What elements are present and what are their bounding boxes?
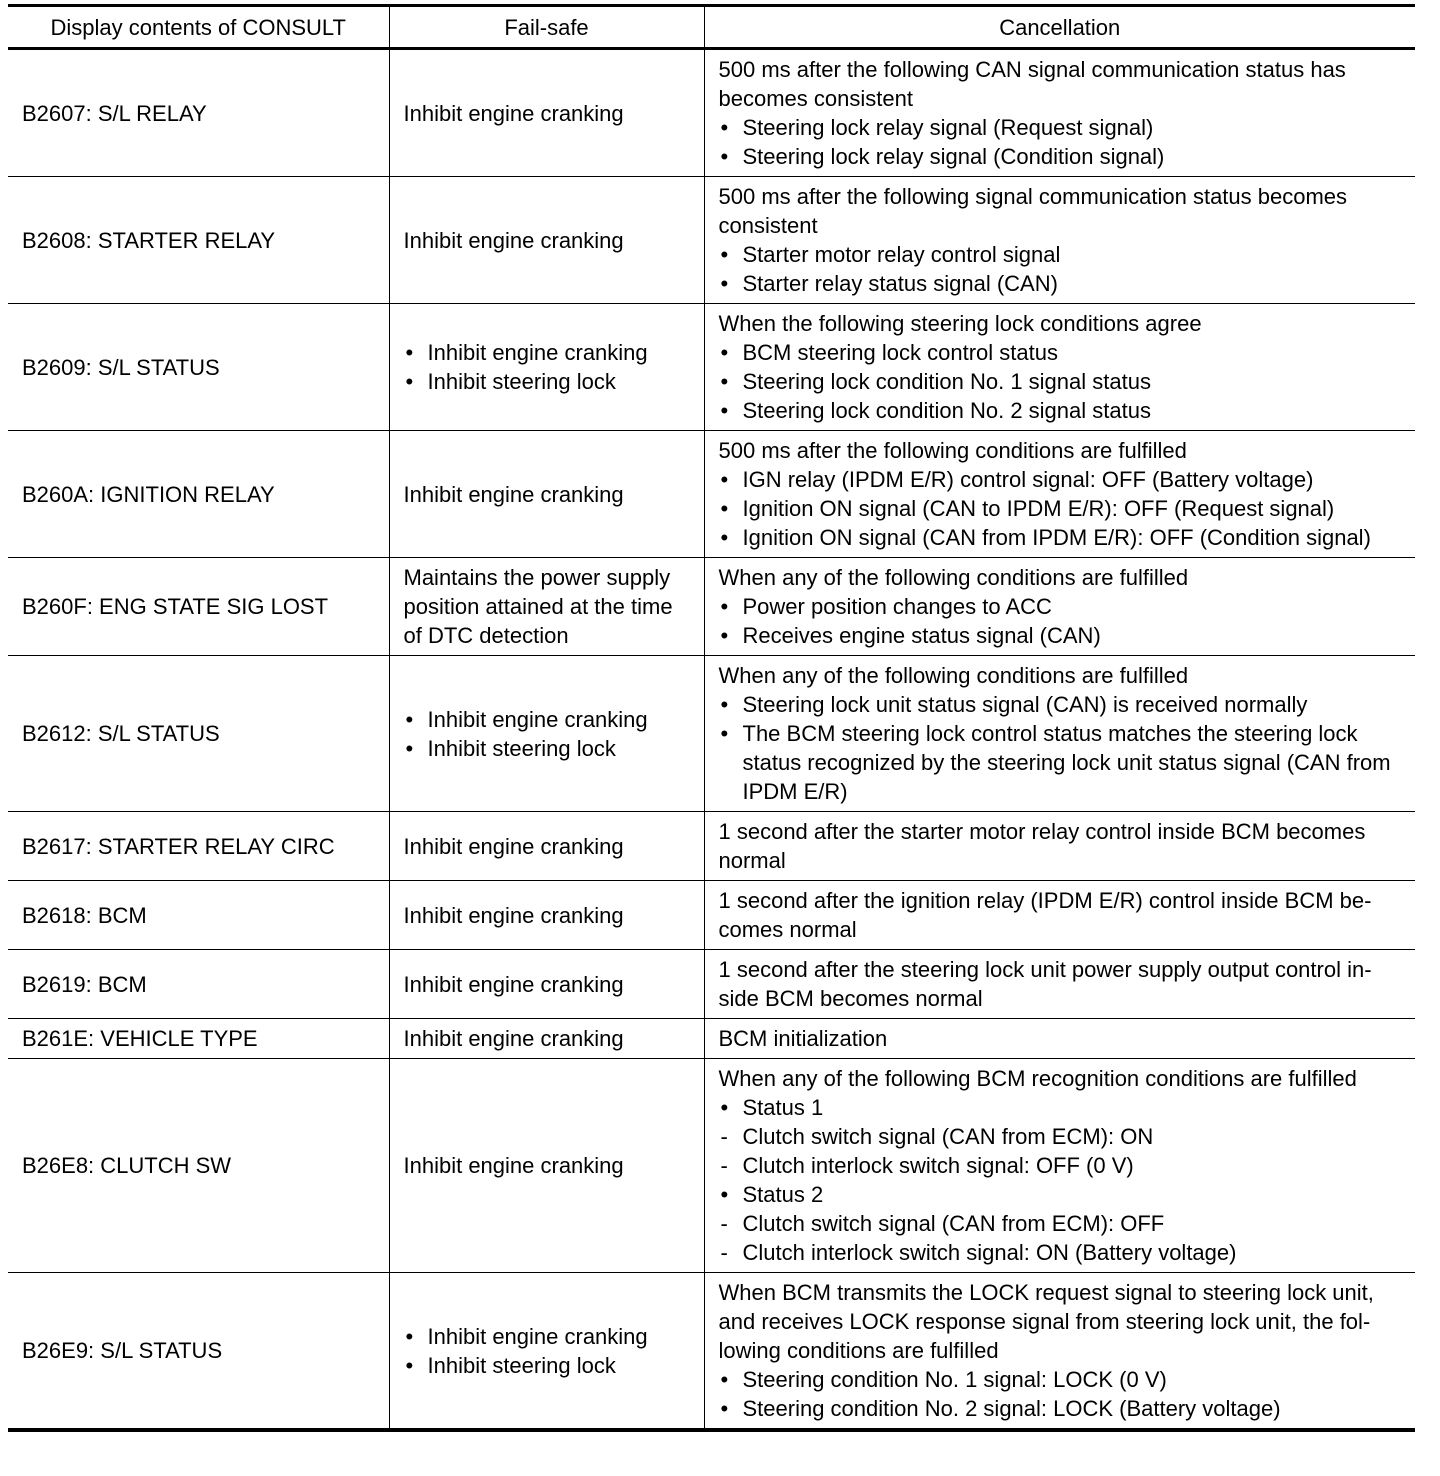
header-fail-safe: Fail-safe xyxy=(389,6,704,49)
fail-safe-text: Maintains the power supply position attained at the time of DTC detection xyxy=(403,565,673,648)
fail-safe-text: Inhibit engine cranking xyxy=(403,481,624,507)
fail-safe-cell xyxy=(389,304,704,431)
cancellation-item xyxy=(719,1180,1408,1209)
fail-safe-item xyxy=(404,338,696,367)
cancellation-text: 500 ms after the following conditions are fulfilled xyxy=(718,438,1187,463)
cancellation-item xyxy=(719,1122,1408,1151)
dash-marker: - xyxy=(720,1153,728,1178)
fail-safe-text: Inhibit engine cranking xyxy=(403,1026,624,1051)
cancellation-item-text: Steering lock condition No. 1 signal status xyxy=(742,369,1151,394)
table-row xyxy=(8,812,1415,881)
cancellation-item xyxy=(719,142,1408,171)
dtc-code-cell: B260A: IGNITION RELAY xyxy=(8,431,389,558)
cancellation-item-text: Ignition ON signal (CAN from IPDM E/R): OFF (Condition signal) xyxy=(742,525,1371,550)
dash-marker: - xyxy=(720,1240,728,1265)
cancellation-item xyxy=(719,1151,1408,1180)
cancellation-item-text: Clutch interlock switch signal: ON (Battery voltage) xyxy=(742,1240,1237,1265)
fail-safe-item xyxy=(404,1351,696,1380)
table-row xyxy=(8,558,1415,656)
cancellation-item xyxy=(719,465,1408,494)
table-row xyxy=(8,950,1415,1019)
bullet-marker: • xyxy=(720,496,729,521)
cancellation-item-text: The BCM steering lock control status matches the steering lock status recognized by the steering lock unit status signal (CAN from IPDM E/R) xyxy=(742,721,1391,804)
fail-safe-cell xyxy=(389,1019,704,1059)
fail-safe-cell xyxy=(389,881,704,950)
cancellation-cell xyxy=(704,431,1415,558)
cancellation-text: 1 second after the ignition relay (IPDM E/R) control inside BCM be-comes normal xyxy=(718,888,1372,942)
cancellation-item-text: Starter motor relay control signal xyxy=(742,242,1061,267)
bullet-marker: • xyxy=(720,369,729,394)
cancellation-text: BCM initialization xyxy=(718,1026,888,1051)
fail-safe-text: Inhibit engine cranking xyxy=(403,971,624,997)
cancellation-item xyxy=(719,523,1408,552)
bullet-marker: • xyxy=(720,623,729,648)
table-row xyxy=(8,1273,1415,1431)
cancellation-item xyxy=(719,690,1408,719)
header-display-contents: Display contents of CONSULT xyxy=(8,6,389,49)
cancellation-text: When BCM transmits the LOCK request signal to steering lock unit, and receives LOCK response signal from steering lock unit, the fol-lowing conditions are fulfilled xyxy=(718,1280,1374,1363)
bullet-marker: • xyxy=(720,594,729,619)
fail-safe-text: Inhibit engine cranking xyxy=(427,706,648,732)
bullet-marker: • xyxy=(720,1095,729,1120)
cancellation-cell xyxy=(704,950,1415,1019)
cancellation-item-text: Receives engine status signal (CAN) xyxy=(742,623,1101,648)
table-row xyxy=(8,304,1415,431)
table-body xyxy=(8,49,1415,1431)
fail-safe-text: Inhibit steering lock xyxy=(427,1352,616,1378)
cancellation-item xyxy=(719,1238,1408,1267)
fail-safe-cell xyxy=(389,177,704,304)
dtc-code-cell: B2609: S/L STATUS xyxy=(8,304,389,431)
dtc-code-cell: B261E: VEHICLE TYPE xyxy=(8,1019,389,1059)
cancellation-cell xyxy=(704,1019,1415,1059)
bullet-marker: • xyxy=(720,1396,729,1421)
dtc-code-cell: B2612: S/L STATUS xyxy=(8,656,389,812)
table-row xyxy=(8,177,1415,304)
bullet-marker: • xyxy=(720,721,729,746)
cancellation-text: When any of the following conditions are fulfilled xyxy=(718,565,1189,590)
fail-safe-cell xyxy=(389,1273,704,1431)
cancellation-item-text: Power position changes to ACC xyxy=(742,594,1052,619)
cancellation-item-text: Steering lock condition No. 2 signal status xyxy=(742,398,1151,423)
cancellation-text: When the following steering lock conditions agree xyxy=(718,311,1202,336)
dtc-code-cell: B2607: S/L RELAY xyxy=(8,49,389,177)
table-row xyxy=(8,1059,1415,1273)
fail-safe-cell xyxy=(389,49,704,177)
dtc-code-cell: B2608: STARTER RELAY xyxy=(8,177,389,304)
dtc-code-cell: B2618: BCM xyxy=(8,881,389,950)
bullet-marker: • xyxy=(720,525,729,550)
cancellation-item xyxy=(719,367,1408,396)
cancellation-cell xyxy=(704,656,1415,812)
bullet-marker: • xyxy=(720,340,729,365)
cancellation-item-text: IGN relay (IPDM E/R) control signal: OFF (Battery voltage) xyxy=(742,467,1314,492)
header-row xyxy=(8,6,1415,49)
cancellation-item-text: Steering condition No. 2 signal: LOCK (Battery voltage) xyxy=(742,1396,1281,1421)
bullet-marker: • xyxy=(720,1182,729,1207)
cancellation-cell xyxy=(704,1273,1415,1431)
dtc-fail-safe-table xyxy=(8,4,1415,1432)
cancellation-item-text: Clutch switch signal (CAN from ECM): ON xyxy=(742,1124,1154,1149)
cancellation-item-text: Steering lock relay signal (Request signal) xyxy=(742,115,1154,140)
fail-safe-item xyxy=(404,734,696,763)
fail-safe-text: Inhibit engine cranking xyxy=(403,902,624,928)
cancellation-item xyxy=(719,592,1408,621)
table-row xyxy=(8,431,1415,558)
header-cancellation: Cancellation xyxy=(704,6,1415,49)
fail-safe-text: Inhibit engine cranking xyxy=(427,1323,648,1349)
cancellation-item-text: Status 1 xyxy=(742,1095,824,1120)
cancellation-cell xyxy=(704,1059,1415,1273)
cancellation-item-text: Status 2 xyxy=(742,1182,824,1207)
dtc-code-cell: B2617: STARTER RELAY CIRC xyxy=(8,812,389,881)
dash-marker: - xyxy=(720,1124,728,1149)
fail-safe-text: Inhibit engine cranking xyxy=(403,227,624,253)
dtc-code-cell: B260F: ENG STATE SIG LOST xyxy=(8,558,389,656)
dtc-code-cell: B26E9: S/L STATUS xyxy=(8,1273,389,1431)
cancellation-item xyxy=(719,240,1408,269)
cancellation-item xyxy=(719,269,1408,298)
cancellation-item-text: Steering lock unit status signal (CAN) is received normally xyxy=(742,692,1308,717)
bullet-marker: • xyxy=(405,706,414,732)
cancellation-item-text: Clutch interlock switch signal: OFF (0 V) xyxy=(742,1153,1134,1178)
dtc-code-cell: B2619: BCM xyxy=(8,950,389,1019)
fail-safe-text: Inhibit engine cranking xyxy=(403,1153,624,1178)
bullet-marker: • xyxy=(720,467,729,492)
cancellation-item xyxy=(719,494,1408,523)
bullet-marker: • xyxy=(720,398,729,423)
bullet-marker: • xyxy=(405,1352,414,1378)
cancellation-item-text: BCM steering lock control status xyxy=(742,340,1058,365)
bullet-marker: • xyxy=(405,1323,414,1349)
fail-safe-cell xyxy=(389,812,704,881)
bullet-marker: • xyxy=(720,271,729,296)
cancellation-cell xyxy=(704,558,1415,656)
cancellation-text: When any of the following BCM recognition conditions are fulfilled xyxy=(718,1066,1357,1091)
cancellation-item xyxy=(719,1093,1408,1122)
fail-safe-item xyxy=(404,367,696,396)
table-row xyxy=(8,49,1415,177)
cancellation-item xyxy=(719,338,1408,367)
fail-safe-cell xyxy=(389,431,704,558)
cancellation-cell xyxy=(704,812,1415,881)
fail-safe-cell xyxy=(389,558,704,656)
bullet-marker: • xyxy=(720,1367,729,1392)
bullet-marker: • xyxy=(720,144,729,169)
bullet-marker: • xyxy=(720,242,729,267)
bullet-marker: • xyxy=(405,340,414,365)
cancellation-item xyxy=(719,719,1408,806)
cancellation-item xyxy=(719,1209,1408,1238)
fail-safe-text: Inhibit engine cranking xyxy=(403,100,624,126)
table-row xyxy=(8,881,1415,950)
fail-safe-text: Inhibit steering lock xyxy=(427,369,616,394)
cancellation-cell xyxy=(704,881,1415,950)
cancellation-text: 500 ms after the following CAN signal communication status has becomes consistent xyxy=(718,57,1346,111)
fail-safe-text: Inhibit engine cranking xyxy=(403,833,624,859)
cancellation-text: 500 ms after the following signal communication status becomes consistent xyxy=(718,184,1348,238)
dash-marker: - xyxy=(720,1211,728,1236)
cancellation-cell xyxy=(704,304,1415,431)
cancellation-item-text: Steering condition No. 1 signal: LOCK (0 V) xyxy=(742,1367,1167,1392)
fail-safe-text: Inhibit steering lock xyxy=(427,735,616,761)
cancellation-cell xyxy=(704,49,1415,177)
table-row xyxy=(8,656,1415,812)
cancellation-item xyxy=(719,1365,1408,1394)
dtc-code-cell: B26E8: CLUTCH SW xyxy=(8,1059,389,1273)
fail-safe-item xyxy=(404,1322,696,1351)
cancellation-item-text: Ignition ON signal (CAN to IPDM E/R): OFF (Request signal) xyxy=(742,496,1335,521)
cancellation-cell xyxy=(704,177,1415,304)
bullet-marker: • xyxy=(720,692,729,717)
bullet-marker: • xyxy=(720,115,729,140)
fail-safe-cell xyxy=(389,1059,704,1273)
cancellation-text: When any of the following conditions are fulfilled xyxy=(718,663,1189,688)
table-row xyxy=(8,1019,1415,1059)
cancellation-item-text: Steering lock relay signal (Condition signal) xyxy=(742,144,1165,169)
bullet-marker: • xyxy=(405,369,414,394)
fail-safe-cell xyxy=(389,656,704,812)
fail-safe-item xyxy=(404,705,696,734)
cancellation-item xyxy=(719,113,1408,142)
cancellation-item xyxy=(719,1394,1408,1423)
cancellation-text: 1 second after the starter motor relay control inside BCM becomes normal xyxy=(718,819,1366,873)
bullet-marker: • xyxy=(405,735,414,761)
fail-safe-text: Inhibit engine cranking xyxy=(427,340,648,365)
fail-safe-cell xyxy=(389,950,704,1019)
cancellation-item xyxy=(719,621,1408,650)
cancellation-item-text: Clutch switch signal (CAN from ECM): OFF xyxy=(742,1211,1165,1236)
cancellation-item xyxy=(719,396,1408,425)
cancellation-item-text: Starter relay status signal (CAN) xyxy=(742,271,1058,296)
cancellation-text: 1 second after the steering lock unit power supply output control in-side BCM becomes normal xyxy=(718,957,1372,1011)
